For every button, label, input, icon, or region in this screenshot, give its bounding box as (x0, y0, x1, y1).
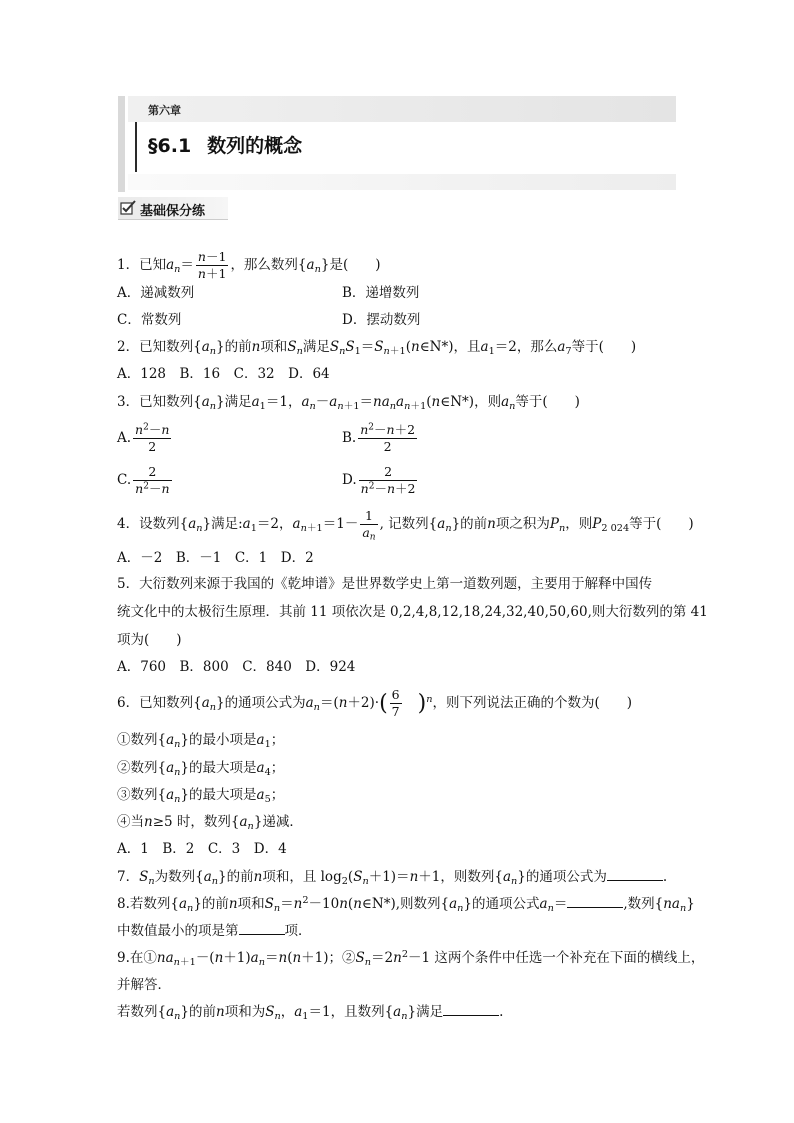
q6-statement-3: ③数列$\{a_n\}$的最大项是$a_5$； (117, 787, 285, 805)
fraction: $\frac{n-1}{n+1}$ (197, 249, 227, 281)
q5-options: A．760 B．800 C．840 D．924 (117, 659, 356, 675)
q3-option-a: A. $\frac{n^2-n}{2}$ (117, 422, 170, 454)
section-title (148, 131, 302, 158)
q4-options: A．－2 B．－1 C．1 D．2 (117, 550, 314, 566)
q5-line-3: 项为( ) (117, 632, 182, 648)
q6-statement-2: ②数列$\{a_n\}$的最大项是$a_4$； (117, 760, 285, 778)
chapter-header (118, 96, 676, 192)
q3-option-d: D. $\frac{2}{n^2-n+2}$ (342, 464, 416, 496)
question-3: 3．已知数列$\{a_n\}$满足$a_1=1$，$a_n-a_{n+1}=na_na_{n+1}(n\in N*)$，则$a_n$等于( ) (117, 394, 580, 412)
question-8: 8.若数列$\{a_n\}$的前n项和$S_n=n^2-10n(n\in N*)$,则数列$\{a_n\}$的通项公式$a_n=$ ,数列$\{na_n\}$ (117, 895, 695, 914)
q3-option-c: C. $\frac{2}{n^2-n}$ (117, 464, 170, 496)
q1-option-d: D．摆动数列 (342, 312, 421, 328)
question-9: 9.在$①na_{n+1}-(n+1)a_n=n(n+1)$；$②S_n=2n^2-1$ 这两个条件中任选一个补充在下面的横线上， (117, 949, 705, 968)
q2-options: A．128 B．16 C．32 D．64 (117, 366, 330, 382)
answer-blank[interactable] (443, 1003, 499, 1016)
q6-statement-4: ④当n≥5 时，数列$\{a_n\}$递减． (117, 814, 303, 832)
answer-blank[interactable] (567, 895, 623, 908)
header-side-bar (118, 96, 125, 192)
q1-option-a: A．递减数列 (117, 285, 195, 301)
q5-line-1: 5．大衍数列来源于我国的《乾坤谱》是世界数学史上第一道数列题，主要用于解释中国传 (117, 576, 653, 592)
q6-statement-1: ①数列$\{a_n\}$的最小项是$a_1$； (117, 732, 285, 750)
question-6: 6．已知数列$\{a_n\}$的通项公式为$a_n=(n+2)\cdot$( $\frac{6}{7}$ )$^n$，则下列说法正确的个数为( ) (117, 687, 633, 719)
header-bottom-band (128, 174, 676, 190)
q1-option-c: C．常数列 (117, 312, 182, 328)
question-4: 4．设数列$\{a_n\}$满足$:a_1=2$，$a_{n+1}=1-$ $\frac{1}{a_n}$ , 记数列$\{a_n\}$的前n项之积为$P_n$，则$P_{2 024}$等于( ) (117, 508, 694, 543)
q8-line-2: 中数值最小的项是第 项． (117, 923, 312, 939)
practice-tag-label: 基础保分练 (140, 204, 206, 219)
question-1: 1．已知$a_n=$ $\frac{n-1}{n+1}$ ，那么数列$\{a_n\}$是( ) (117, 249, 381, 281)
q9-line-3: 若数列$\{a_n\}$的前n项和为$S_n$，$a_1=1$，且数列$\{a_n\}$满足 . (117, 1004, 504, 1022)
q6-options: A．1 B．2 C．3 D．4 (117, 841, 287, 857)
practice-tag (118, 197, 228, 220)
q1-option-b: B．递增数列 (342, 285, 420, 301)
checkbox-check-icon (120, 200, 136, 216)
section-number: §6.1 (148, 135, 192, 157)
q9-line-2: 并解答． (117, 977, 171, 993)
chapter-label: 第六章 (148, 104, 181, 117)
section-name: 数列的概念 (207, 135, 303, 157)
answer-blank[interactable] (607, 868, 663, 881)
question-7: 7．$S_n$为数列$\{a_n\}$的前n项和，且 $\log_2(S_n+1)=n+1$，则数列$\{a_n\}$的通项公式为 . (117, 869, 668, 887)
question-2: 2．已知数列$\{a_n\}$的前n项和$S_n$满足$S_nS_1=S_{n+1}(n\in N*)$，且$a_1=2$，那么$a_7$等于( ) (117, 339, 637, 357)
q3-option-b: B. $\frac{n^2-n+2}{2}$ (342, 422, 416, 454)
answer-blank[interactable] (239, 922, 285, 935)
header-band (128, 96, 676, 122)
q5-line-2: 统文化中的太极衍生原理．其前 11 项依次是 0,2,4,8,12,18,24,32,40,50,60,则大衍数列的第 41 (117, 604, 708, 620)
header-divider (135, 122, 137, 172)
